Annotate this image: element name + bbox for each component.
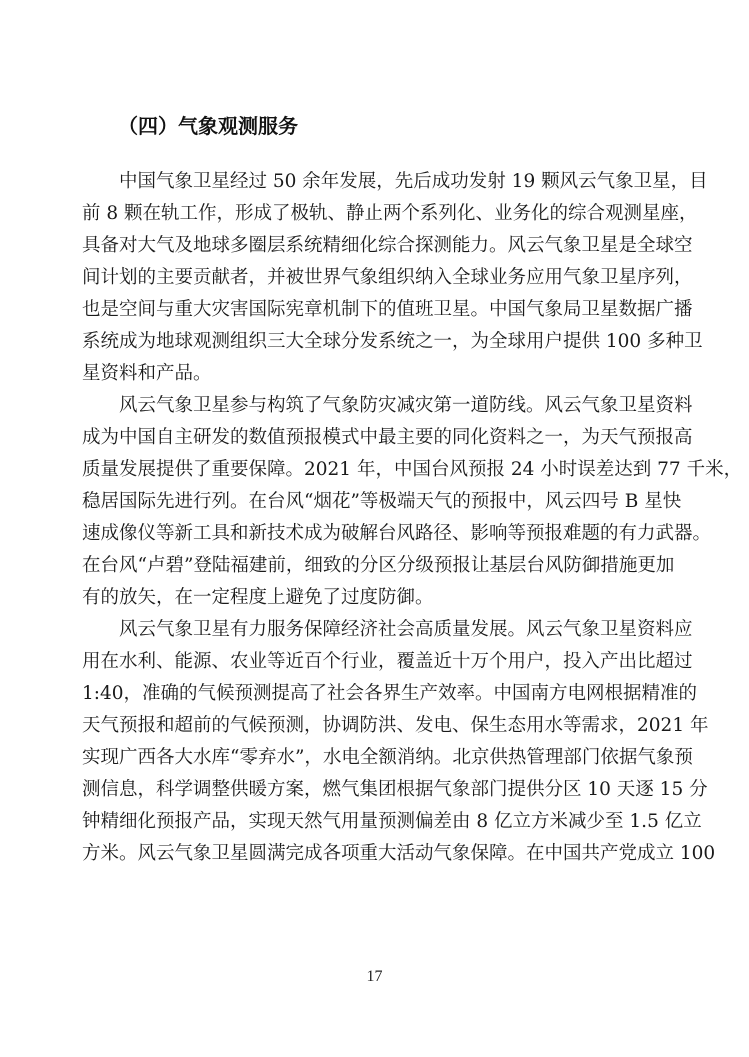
paragraph-line: 风云气象卫星有力服务保障经济社会高质量发展。风云气象卫星资料应 xyxy=(119,619,693,640)
paragraph-line: 质量发展提供了重要保障。2021 年，中国台风预报 24 小时误差达到 77 千米， xyxy=(82,459,743,480)
paragraph-line: 方米。风云气象卫星圆满完成各项重大活动气象保障。在中国共产党成立 100 xyxy=(82,843,716,864)
paragraph-line: 前 8 颗在轨工作，形成了极轨、静止两个系列化、业务化的综合观测星座， xyxy=(82,203,698,224)
paragraph-line: 天气预报和超前的气候预测，协调防洪、发电、保生态用水等需求，2021 年 xyxy=(82,715,709,736)
paragraph-line: 稳居国际先进行列。在台风“烟花”等极端天气的预报中，风云四号 B 星快 xyxy=(82,491,682,512)
section-heading: （四）气象观测服务 xyxy=(118,114,298,138)
paragraph xyxy=(82,166,708,390)
paragraph-line: 间计划的主要贡献者，并被世界气象组织纳入全球业务应用气象卫星序列， xyxy=(82,267,693,288)
paragraph-line: 测信息，科学调整供暖方案，燃气集团根据气象部门提供分区 10 天逐 15 分 xyxy=(82,779,708,800)
paragraph xyxy=(82,614,716,870)
paragraph-line: 星资料和产品。 xyxy=(82,363,212,384)
paragraph-line: 用在水利、能源、农业等近百个行业，覆盖近十万个用户，投入产出比超过 xyxy=(82,651,693,672)
paragraph-line: 中国气象卫星经过 50 余年发展，先后成功发射 19 颗风云气象卫星，目 xyxy=(119,171,708,192)
paragraph-line: 具备对大气及地球多圈层系统精细化综合探测能力。风云气象卫星是全球空 xyxy=(82,235,693,256)
paragraph-line: 也是空间与重大灾害国际宪章机制下的值班卫星。中国气象局卫星数据广播 xyxy=(82,299,693,320)
paragraph-line: 钟精细化预报产品，实现天然气用量预测偏差由 8 亿立方米减少至 1.5 亿立 xyxy=(82,811,702,832)
paragraph xyxy=(82,390,743,614)
paragraph-line: 实现广西各大水库“零弃水”，水电全额消纳。北京供热管理部门依据气象预 xyxy=(82,747,693,768)
paragraph-line: 在台风“卢碧”登陆福建前，细致的分区分级预报让基层台风防御措施更加 xyxy=(82,555,675,576)
paragraph-line: 有的放矢，在一定程度上避免了过度防御。 xyxy=(82,587,434,608)
body-text xyxy=(82,166,743,870)
paragraph-line: 速成像仪等新工具和新技术成为破解台风路径、影响等预报难题的有力武器。 xyxy=(82,523,712,544)
paragraph-line: 风云气象卫星参与构筑了气象防灾减灾第一道防线。风云气象卫星资料 xyxy=(119,395,693,416)
paragraph-line: 1:40，准确的气候预测提高了社会各界生产效率。中国南方电网根据精准的 xyxy=(82,683,698,704)
paragraph-line: 成为中国自主研发的数值预报模式中最主要的同化资料之一，为天气预报高 xyxy=(82,427,693,448)
page-number: 17 xyxy=(366,968,383,985)
paragraph-line: 系统成为地球观测组织三大全球分发系统之一，为全球用户提供 100 多种卫 xyxy=(82,331,703,352)
